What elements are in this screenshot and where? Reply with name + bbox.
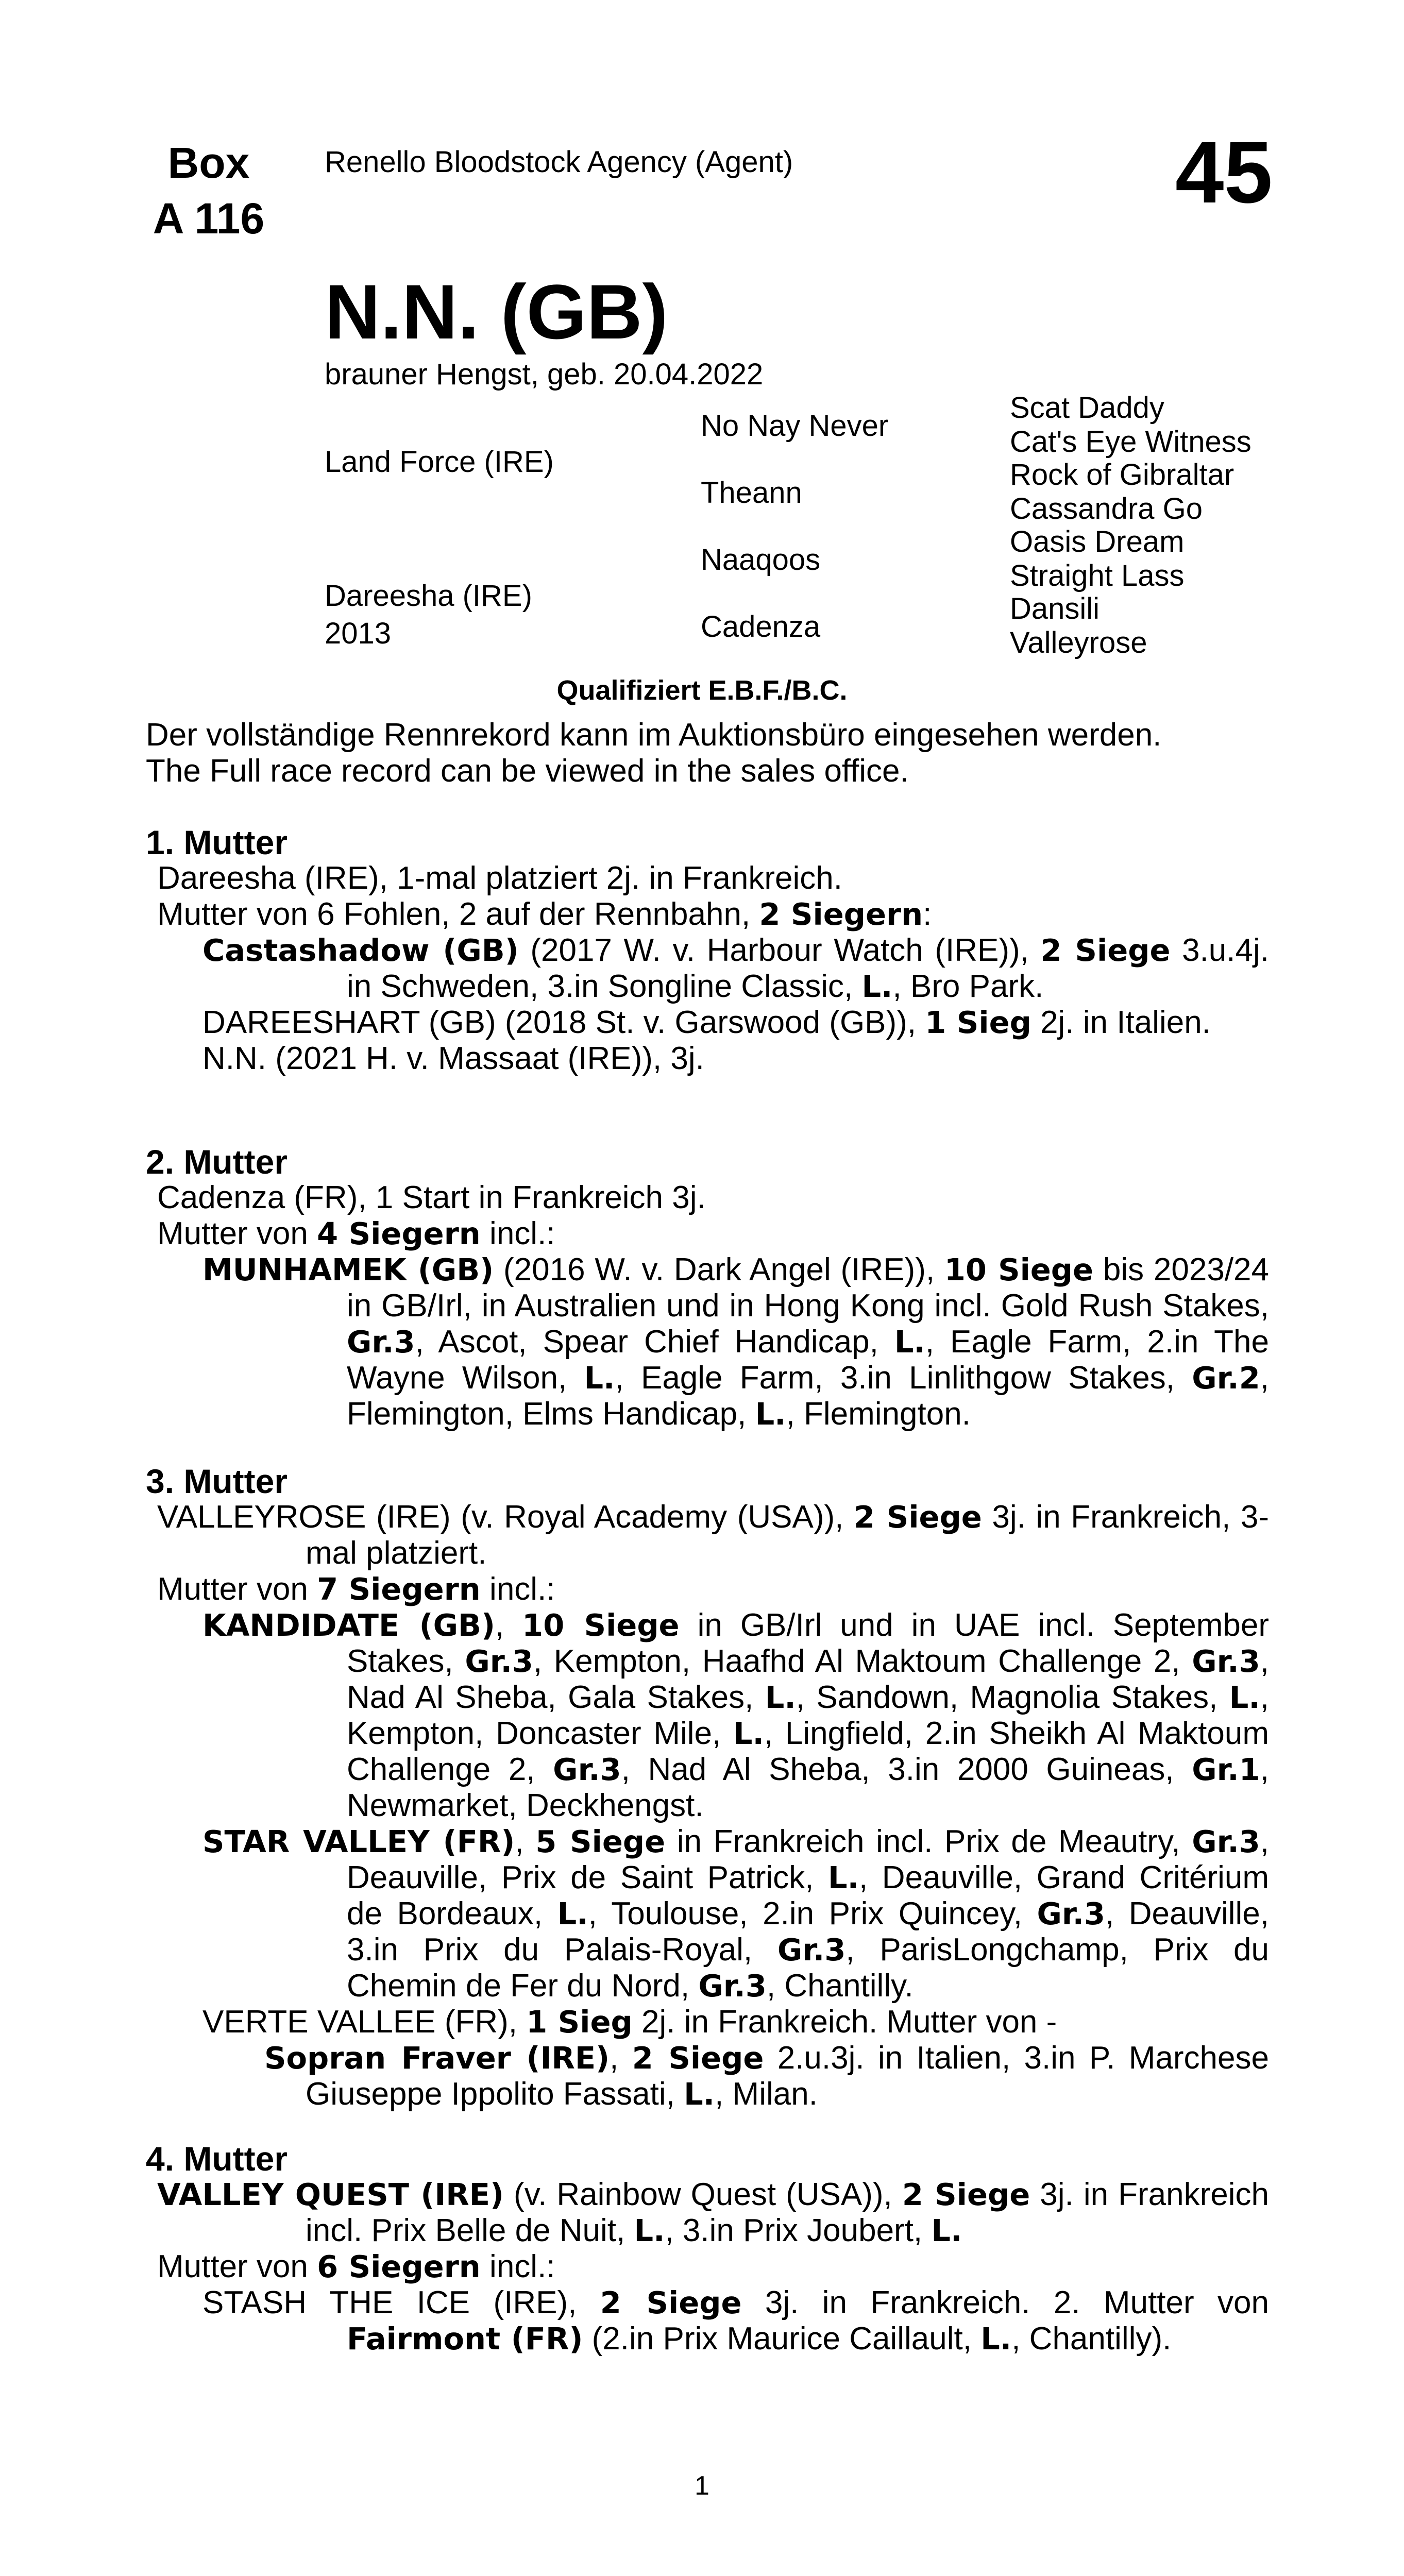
horse-name: N.N. (GB) bbox=[325, 268, 668, 355]
intro-line-en: The Full race record can be viewed in the sales office. bbox=[146, 753, 909, 789]
pedigree-grandparent: Theann bbox=[701, 476, 802, 510]
pedigree-great-grandparent: Cassandra Go bbox=[1010, 492, 1203, 526]
pedigree-great-grandparent: Straight Lass bbox=[1010, 559, 1185, 592]
page-number: 1 bbox=[695, 2471, 709, 2501]
pedigree-great-grandparent: Valleyrose bbox=[1010, 626, 1147, 659]
dam-summary: Dareesha (IRE), 1-mal platziert 2j. in Frankreich. bbox=[157, 860, 843, 896]
section-heading: 4. Mutter bbox=[146, 2140, 288, 2178]
section-third-dam bbox=[146, 1463, 1269, 2112]
section-first-dam bbox=[146, 824, 1269, 1077]
box-label bbox=[144, 135, 273, 246]
pedigree-dam-year: 2013 bbox=[325, 617, 392, 650]
section-heading: 1. Mutter bbox=[146, 823, 288, 861]
produce-entry: VERTE VALLEE (FR), 1 Sieg 2j. in Frankreich. Mutter von - bbox=[202, 2004, 1057, 2040]
pedigree-grandparent: Cadenza bbox=[701, 610, 821, 643]
pedigree-dam: Dareesha (IRE) bbox=[325, 579, 532, 613]
section-heading: 2. Mutter bbox=[146, 1143, 288, 1181]
dam-produce-summary: Mutter von 6 Siegern incl.: bbox=[157, 2249, 555, 2284]
dam-produce-summary: Mutter von 4 Siegern incl.: bbox=[157, 1216, 555, 1251]
pedigree-grandparent: Naaqoos bbox=[701, 543, 821, 577]
qualification: Qualifiziert E.B.F./B.C. bbox=[556, 675, 848, 706]
agent-name: Renello Bloodstock Agency (Agent) bbox=[325, 145, 793, 179]
section-second-dam bbox=[146, 1144, 1269, 1432]
dam-produce-summary: Mutter von 7 Siegern incl.: bbox=[157, 1571, 555, 1607]
dam-summary: VALLEYROSE (IRE) (v. Royal Academy (USA)), 2 Siege 3j. in Frankreich, 3-mal platziert. bbox=[157, 1499, 1270, 1571]
produce-entry: STAR VALLEY (FR), 5 Siege in Frankreich incl. Prix de Meautry, Gr.3, Deauville, Prix de Saint Patrick, L., Deauville, Grand Critérium de Bordeaux, L., Toulouse, 2.in Prix Quincey, Gr.3, Deauville, 3.in Prix du Palais-Royal, Gr.3, ParisLongchamp, Prix du Chemin de Fer du Nord, Gr.3, Chantilly. bbox=[202, 1824, 1270, 2004]
produce-entry: KANDIDATE (GB), 10 Siege in GB/Irl und in UAE incl. September Stakes, Gr.3, Kempton, Haafhd Al Maktoum Challenge 2, Gr.3, Nad Al Sheba, Gala Stakes, L., Sandown, Magnolia Stakes, L., Kempton, Doncaster Mile, L., Lingfield, 2.in Sheikh Al Maktoum Challenge 2, Gr.3, Nad Al Sheba, 3.in 2000 Guineas, Gr.1, Newmarket, Deckhengst. bbox=[202, 1607, 1269, 1823]
horse-description: brauner Hengst, geb. 20.04.2022 bbox=[325, 358, 764, 391]
pedigree-great-grandparent: Cat's Eye Witness bbox=[1010, 425, 1251, 459]
produce-entry: MUNHAMEK (GB) (2016 W. v. Dark Angel (IRE)), 10 Siege bis 2023/24 in GB/Irl, in Australien und in Hong Kong incl. Gold Rush Stakes, Gr.3, Ascot, Spear Chief Handicap, L., Eagle Farm, 2.in The Wayne Wilson, L., Eagle Farm, 3.in Linlithgow Stakes, Gr.2, Flemington, Elms Handicap, L., Flemington. bbox=[202, 1252, 1270, 1432]
produce-entry: N.N. (2021 H. v. Massaat (IRE)), 3j. bbox=[202, 1041, 704, 1076]
pedigree-great-grandparent: Dansili bbox=[1010, 592, 1100, 625]
pedigree-sire: Land Force (IRE) bbox=[325, 445, 554, 479]
dam-produce-summary: Mutter von 6 Fohlen, 2 auf der Rennbahn, 2 Siegern: bbox=[157, 896, 932, 932]
pedigree-great-grandparent: Oasis Dream bbox=[1010, 525, 1185, 558]
pedigree-great-grandparent: Rock of Gibraltar bbox=[1010, 458, 1234, 492]
lot-number: 45 bbox=[1175, 124, 1273, 222]
section-fourth-dam bbox=[146, 2141, 1269, 2357]
pedigree-grandparent: No Nay Never bbox=[701, 409, 889, 443]
section-heading: 3. Mutter bbox=[146, 1462, 288, 1500]
intro-line-de: Der vollständige Rennrekord kann im Auktionsbüro eingesehen werden. bbox=[146, 717, 1162, 753]
produce-grandchild-entry: Sopran Fraver (IRE), 2 Siege 2.u.3j. in Italien, 3.in P. Marchese Giuseppe Ippolito Fassati, L., Milan. bbox=[264, 2040, 1269, 2112]
produce-entry: STASH THE ICE (IRE), 2 Siege 3j. in Frankreich. 2. Mutter von Fairmont (FR) (2.in Prix Maurice Caillault, L., Chantilly). bbox=[202, 2285, 1269, 2357]
produce-entry: DAREESHART (GB) (2018 St. v. Garswood (GB)), 1 Sieg 2j. in Italien. bbox=[202, 1005, 1211, 1040]
produce-entry: Castashadow (GB) (2017 W. v. Harbour Watch (IRE)), 2 Siege 3.u.4j. in Schweden, 3.in Songline Classic, L., Bro Park. bbox=[202, 933, 1269, 1004]
box-line2: A 116 bbox=[153, 194, 265, 243]
intro-text bbox=[146, 717, 1161, 789]
box-line1: Box bbox=[167, 139, 250, 187]
dam-summary: Cadenza (FR), 1 Start in Frankreich 3j. bbox=[157, 1180, 706, 1215]
pedigree-great-grandparent: Scat Daddy bbox=[1010, 391, 1164, 425]
dam-summary: VALLEY QUEST (IRE) (v. Rainbow Quest (USA)), 2 Siege 3j. in Frankreich incl. Prix Belle de Nuit, L., 3.in Prix Joubert, L. bbox=[157, 2177, 1270, 2248]
